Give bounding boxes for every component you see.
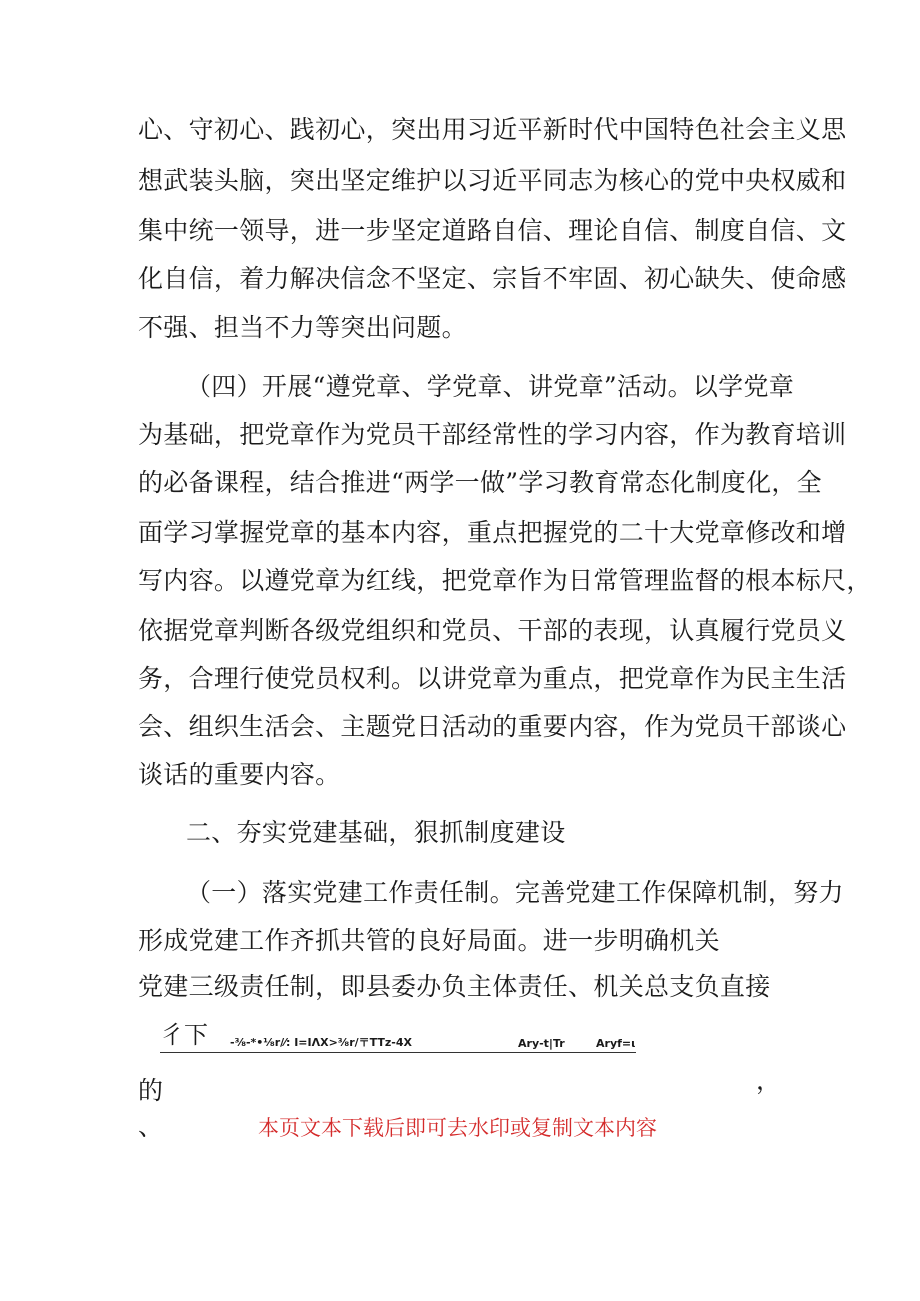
paragraph-2-line-2: 为基础，把党章作为党员干部经常性的学习内容，作为教育培训 bbox=[138, 420, 847, 449]
paragraph-1-line-4: 化自信，着力解决信念不坚定、宗旨不牢固、初心缺失、使命感 bbox=[138, 264, 847, 293]
paragraph-2-line-9: 谈话的重要内容。 bbox=[138, 760, 341, 789]
watermark-notice: 本页文本下载后即可去水印或复制文本内容 bbox=[258, 1116, 657, 1140]
garbled-text-line bbox=[160, 1021, 636, 1053]
paragraph-3-line-3: 党建三级责任制，即县委办负主体责任、机关总支负直接 bbox=[138, 972, 771, 1001]
paragraph-1-line-5: 不强、担当不力等突出问题。 bbox=[138, 313, 467, 342]
paragraph-3-line-2: 形成党建工作齐抓共管的良好局面。进一步明确机关 bbox=[138, 926, 720, 955]
paragraph-1-line-1: 心、守初心、践初心，突出用习近平新时代中国特色社会主义思 bbox=[138, 115, 847, 144]
paragraph-1-line-2: 想武装头脑，突出坚定维护以习近平同志为核心的党中央权威和 bbox=[138, 166, 847, 195]
paragraph-2-line-4: 面学习掌握党章的基本内容，重点把握党的二十大党章修改和增 bbox=[138, 518, 847, 547]
garbled-fragment: -⅜-*•⅛r/⁄: I=IΛX>⅜r/〒TTz-4X bbox=[230, 1036, 412, 1049]
paragraph-1-line-3: 集中统一领导，进一步坚定道路自信、理论自信、制度自信、文 bbox=[138, 216, 847, 245]
paragraph-2-line-6: 依据党章判断各级党组织和党员、干部的表现，认真履行党员义 bbox=[138, 616, 847, 645]
stray-comma: ， bbox=[756, 1066, 782, 1095]
garbled-fragment: Ary-t|Tr bbox=[518, 1037, 565, 1050]
garbled-fragment: Aryf=ι bbox=[596, 1037, 636, 1050]
paragraph-2-line-8: 会、组织生活会、主题党日活动的重要内容，作为党员干部谈心 bbox=[138, 712, 847, 741]
stray-punctuation: 、 bbox=[138, 1112, 164, 1141]
section-heading: 二、夯实党建基础，狠抓制度建设 bbox=[186, 818, 566, 847]
paragraph-2-line-3: 的必备课程，结合推进“两学一做”学习教育常态化制度化，全 bbox=[138, 468, 822, 497]
garbled-glyph: 彳下 bbox=[160, 1021, 208, 1049]
paragraph-2-line-5: 写内容。以遵党章为红线，把党章作为日常管理监督的根本标尺， bbox=[138, 566, 872, 595]
paragraph-3-line-1: （一）落实党建工作责任制。完善党建工作保障机制，努力 bbox=[186, 878, 844, 907]
stray-character: 的 bbox=[138, 1076, 164, 1105]
paragraph-2-line-7: 务，合理行使党员权利。以讲党章为重点，把党章作为民主生活 bbox=[138, 664, 847, 693]
paragraph-2-line-1: （四）开展“遵党章、学党章、讲党章”活动。以学党章 bbox=[186, 372, 795, 401]
